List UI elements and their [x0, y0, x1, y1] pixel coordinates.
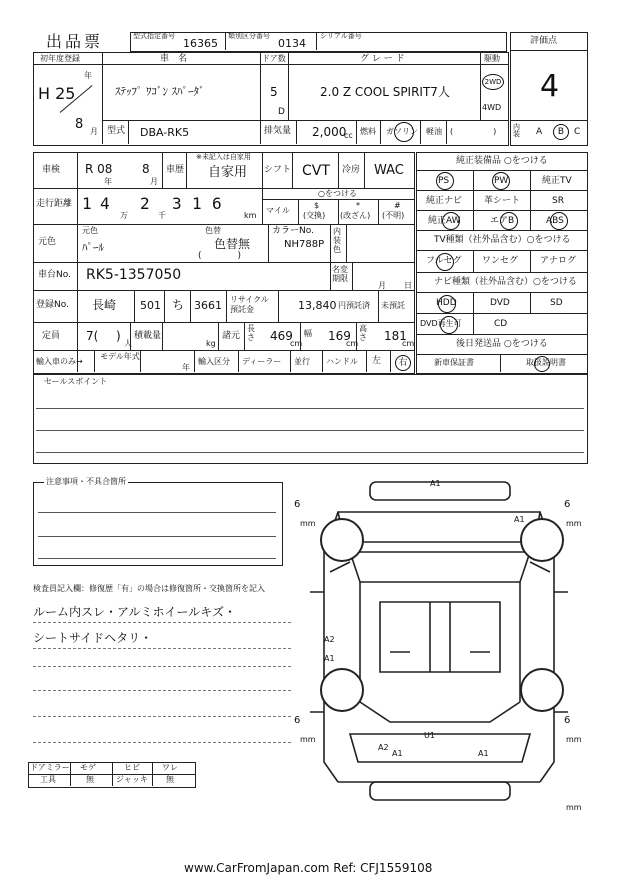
height-value: 181 [384, 329, 407, 343]
tv-title: TV種類（社外品含む）○をつける [434, 235, 571, 245]
tamper-symbol: * [356, 201, 360, 210]
damage-a1-front: A1 [430, 479, 441, 488]
length-label: 長さ [247, 324, 255, 342]
type-value: DBA-RK5 [140, 126, 190, 139]
deadline-day-unit: 日 [404, 281, 412, 290]
equip-abs: ABS [546, 216, 564, 226]
mile-label: マイル [266, 206, 290, 215]
dealer: ディーラー [242, 357, 282, 366]
mileage-digit-6: 6 [212, 194, 222, 213]
cm-unit-3: cm [402, 339, 415, 348]
colorno-value: NH788P [284, 239, 325, 250]
tire-tr-value: 6 [564, 499, 571, 510]
deadline-month-unit: 月 [378, 281, 386, 290]
later-manual-circle [534, 356, 550, 372]
later-manual: 取扱説明書 [526, 358, 566, 367]
shift-value: CVT [302, 163, 330, 179]
car-name: ｽﾃｯﾌﾟ ﾜｺﾞﾝ ｽﾊﾟｰﾀﾞ [115, 85, 205, 98]
model-code: 16365 [183, 37, 218, 50]
score-value: 4 [540, 69, 560, 104]
first-reg-label: 初年度登録 [40, 54, 80, 63]
equip-pw-circle [492, 172, 510, 190]
first-reg-year: H 25 [38, 84, 76, 103]
car-name-label: 車 名 [160, 54, 188, 64]
interior-c: C [574, 127, 581, 137]
tire-br-value: 6 [564, 715, 571, 726]
unknown-label: (不明) [382, 211, 405, 220]
steering-label: ハンドル [326, 357, 358, 366]
fuel-other: ( ) [450, 127, 497, 136]
parallel: 並行 [294, 357, 310, 366]
drive-4wd: 4WD [482, 103, 502, 112]
fuel-gas: ガソリン [386, 127, 418, 136]
tire-br-unit: mm [566, 735, 582, 744]
recycle-amount: 13,840 [298, 299, 337, 312]
recycle-unpaid: 未預託 [381, 301, 405, 310]
damage-a1-left: A1 [324, 654, 335, 663]
equipment-title: 純正装備品 ○をつける [456, 156, 548, 166]
mirror-h1: ドアミラー [30, 763, 70, 772]
color-paren: ( ) [198, 251, 242, 261]
unknown-symbol: # [394, 201, 401, 210]
tv-fullseg-circle [436, 253, 454, 271]
notes-title: 注意事項・不具合箇所 [46, 477, 126, 486]
grade-value: 2.0 Z COOL SPIRIT7人 [320, 85, 450, 99]
door-type: D [278, 107, 285, 117]
model-year-unit: 年 [182, 363, 190, 372]
circle-note: ○をつける [318, 189, 357, 198]
chassis-value: RK5-1357050 [86, 267, 182, 283]
load-label: 積載量 [134, 331, 162, 341]
later-warranty: 新車保証書 [434, 358, 474, 367]
reg-number: 3661 [194, 299, 222, 312]
reg-label: 登録No. [36, 300, 69, 310]
length-value: 469 [270, 329, 293, 343]
jack-label: ジャッキ [116, 775, 148, 784]
mileage-digit-2: 4 [100, 194, 110, 213]
navi-hdd: HDD [436, 298, 457, 308]
tv-oneseg: ワンセグ [482, 256, 519, 266]
usage-note: ※未記入は自家用 [196, 153, 251, 161]
sen-unit: 千 [158, 211, 166, 220]
color-label: 元色 [38, 237, 57, 247]
doors-value: 5 [270, 85, 278, 99]
original-color-sublabel: 元色 [82, 226, 98, 235]
usage-value: 自家用 [208, 165, 248, 180]
fuel-gas-circle [394, 122, 414, 142]
man-unit: 万 [120, 211, 128, 220]
note-line-1: ルーム内スレ・アルミホイールキズ・ [33, 605, 237, 619]
equip-pw: PW [494, 176, 509, 186]
mileage-label: 走行距離 [36, 199, 73, 209]
navi-sd: SD [550, 298, 563, 308]
capacity-value: 7( [86, 329, 99, 343]
wheel-front-left [320, 518, 364, 562]
damage-a1-rear-left: A1 [392, 749, 403, 758]
note-line-2: シートサイドヘタリ・ [33, 631, 153, 645]
equip-ps-circle [436, 172, 454, 190]
import-label: 輸入車のみ→ [36, 357, 83, 366]
cc-unit: cc [344, 131, 353, 140]
navi-hdd-circle [438, 295, 456, 313]
model-code-label: 型式指定番号 [133, 32, 175, 40]
equip-airbag-circle [500, 212, 518, 230]
title-change-label: 名変期限 [332, 265, 348, 283]
tamper-label: (改ざん) [340, 211, 371, 220]
mileage-digit-3: 2 [140, 194, 150, 213]
class-label: 類別区分番号 [228, 32, 270, 40]
ac-label: 冷房 [342, 165, 361, 175]
serial-label: シリアル番号 [320, 32, 362, 40]
steering-right-circled: 右 [395, 355, 411, 371]
equip-tv: 純正TV [542, 176, 572, 186]
car-damage-diagram [290, 472, 590, 812]
equip-leather: 革シート [484, 196, 521, 206]
recycle-unit: 円預託済 [338, 301, 370, 310]
sales-points-box [33, 374, 588, 464]
damage-a1-right: A1 [514, 515, 525, 524]
navi-dvd: DVD [490, 298, 510, 308]
tool-label: 工具 [40, 775, 56, 784]
shift-label: シフト [264, 165, 292, 175]
interior-b-circled: B [553, 124, 569, 140]
mileage-digit-1: 1 [82, 194, 92, 213]
damage-a1-rear-right: A1 [478, 749, 489, 758]
capacity-close: ) [116, 329, 121, 343]
interior-color-label: 内装色 [333, 227, 341, 254]
cm-unit-2: cm [346, 339, 359, 348]
tire-bl-unit: mm [300, 735, 316, 744]
exchange-symbol: $ [314, 201, 320, 210]
colorno-label: カラーNo. [272, 226, 314, 236]
tire-tl-unit: mm [300, 519, 316, 528]
doors-label: ドア数 [262, 54, 286, 63]
displacement-value: 2,000 [312, 125, 347, 139]
sheet-title: 出品票 [46, 32, 104, 51]
equip-navi: 純正ナビ [426, 196, 463, 206]
equip-sr: SR [552, 196, 564, 206]
navi-dvd-play-circle [440, 316, 458, 334]
color-change: 色替無 [214, 237, 251, 251]
person-unit: 人 [124, 339, 132, 348]
mirror-h3: ワレ [162, 763, 178, 772]
capacity-label: 定員 [42, 331, 61, 341]
exchange-label: (交換) [303, 211, 326, 220]
reg-class: 501 [140, 299, 161, 312]
dimension-label: 諸元 [222, 331, 241, 341]
import-type-label: 輸入区分 [198, 357, 230, 366]
equip-airbag: エアB [490, 216, 515, 226]
year-unit: 年 [84, 71, 92, 80]
jack-value: 無 [166, 775, 174, 784]
original-color: ﾊﾟｰﾙ [82, 241, 104, 254]
class-code: 0134 [278, 37, 306, 50]
mirror-v1: モゲ [80, 763, 96, 772]
later-title: 後日発送品 ○をつける [456, 339, 548, 349]
steering-left: 左 [372, 356, 382, 366]
inspection-value: R 08 [85, 162, 113, 176]
tire-tr-unit: mm [566, 519, 582, 528]
recycle-label: リサイクル預託金 [230, 295, 269, 314]
tv-fullseg: フルセグ [426, 256, 462, 266]
drive-2wd-circled: 2WD [482, 74, 504, 90]
height-label: 高さ [359, 324, 367, 342]
wheel-front-right [520, 518, 564, 562]
fuel-diesel: 軽油 [426, 127, 442, 136]
reg-area: 長崎 [92, 298, 117, 312]
chassis-label: 車台No. [38, 270, 71, 280]
interior-a: A [536, 127, 543, 137]
first-reg-month: 8 [75, 117, 84, 132]
mileage-digit-5: 1 [192, 194, 202, 213]
inspection-label: 車検 [42, 165, 61, 175]
inspection-month: 8 [142, 162, 150, 176]
km-unit: km [244, 211, 257, 220]
damage-u1: U1 [424, 731, 435, 740]
model-year-label: モデル年式 [100, 352, 140, 361]
mileage-digit-4: 3 [172, 194, 182, 213]
usage-label: 車歴 [166, 165, 185, 175]
damage-a2-left: A2 [324, 635, 335, 644]
navi-dvd-play: DVD再生可 [420, 319, 462, 328]
width-label: 幅 [304, 329, 312, 338]
mirror-h2: ヒビ [124, 763, 140, 772]
tire-bl-value: 6 [294, 715, 301, 726]
month-unit: 月 [90, 127, 98, 136]
inspection-month-unit: 月 [150, 177, 158, 186]
color-change-label: 色替 [205, 226, 221, 235]
tire-tl-value: 6 [294, 499, 301, 510]
displacement-label: 排気量 [264, 126, 292, 136]
inspection-year-unit: 年 [104, 177, 112, 186]
inspector-note: 検査員記入欄：修復歴「有」の場合は修復箇所・交換箇所を記入 [33, 584, 265, 593]
spare-tire-unit: mm [566, 803, 582, 812]
kg-unit: kg [206, 339, 216, 348]
width-value: 169 [328, 329, 351, 343]
cm-unit-1: cm [290, 339, 303, 348]
damage-a2-rear: A2 [378, 743, 389, 752]
tool-value: 無 [86, 775, 94, 784]
reg-kana: ち [172, 298, 185, 312]
score-label: 評価点 [530, 36, 558, 46]
wheel-rear-right [520, 668, 564, 712]
footer-ref: www.CarFromJapan.com Ref: CFJ1559108 [184, 861, 433, 875]
navi-cd: CD [494, 319, 508, 329]
ac-value: WAC [374, 163, 404, 178]
sales-points-label: セールスポイント [44, 377, 108, 386]
type-label: 型式 [107, 126, 126, 136]
notes-box [33, 482, 283, 566]
fuel-label: 燃料 [360, 127, 376, 136]
wheel-rear-left [320, 668, 364, 712]
equip-abs-circle [550, 212, 568, 230]
tv-analog: アナログ [540, 256, 577, 266]
navi-title: ナビ種類（社外品含む）○をつける [434, 277, 577, 287]
equip-ps: PS [438, 176, 450, 186]
equip-aw-circle [442, 212, 460, 230]
interior-label: 内装 [513, 123, 520, 138]
drive-label: 駆動 [484, 54, 500, 63]
equip-aw: 純正AW [428, 216, 461, 226]
grade-label: グ レ ー ド [360, 54, 405, 64]
